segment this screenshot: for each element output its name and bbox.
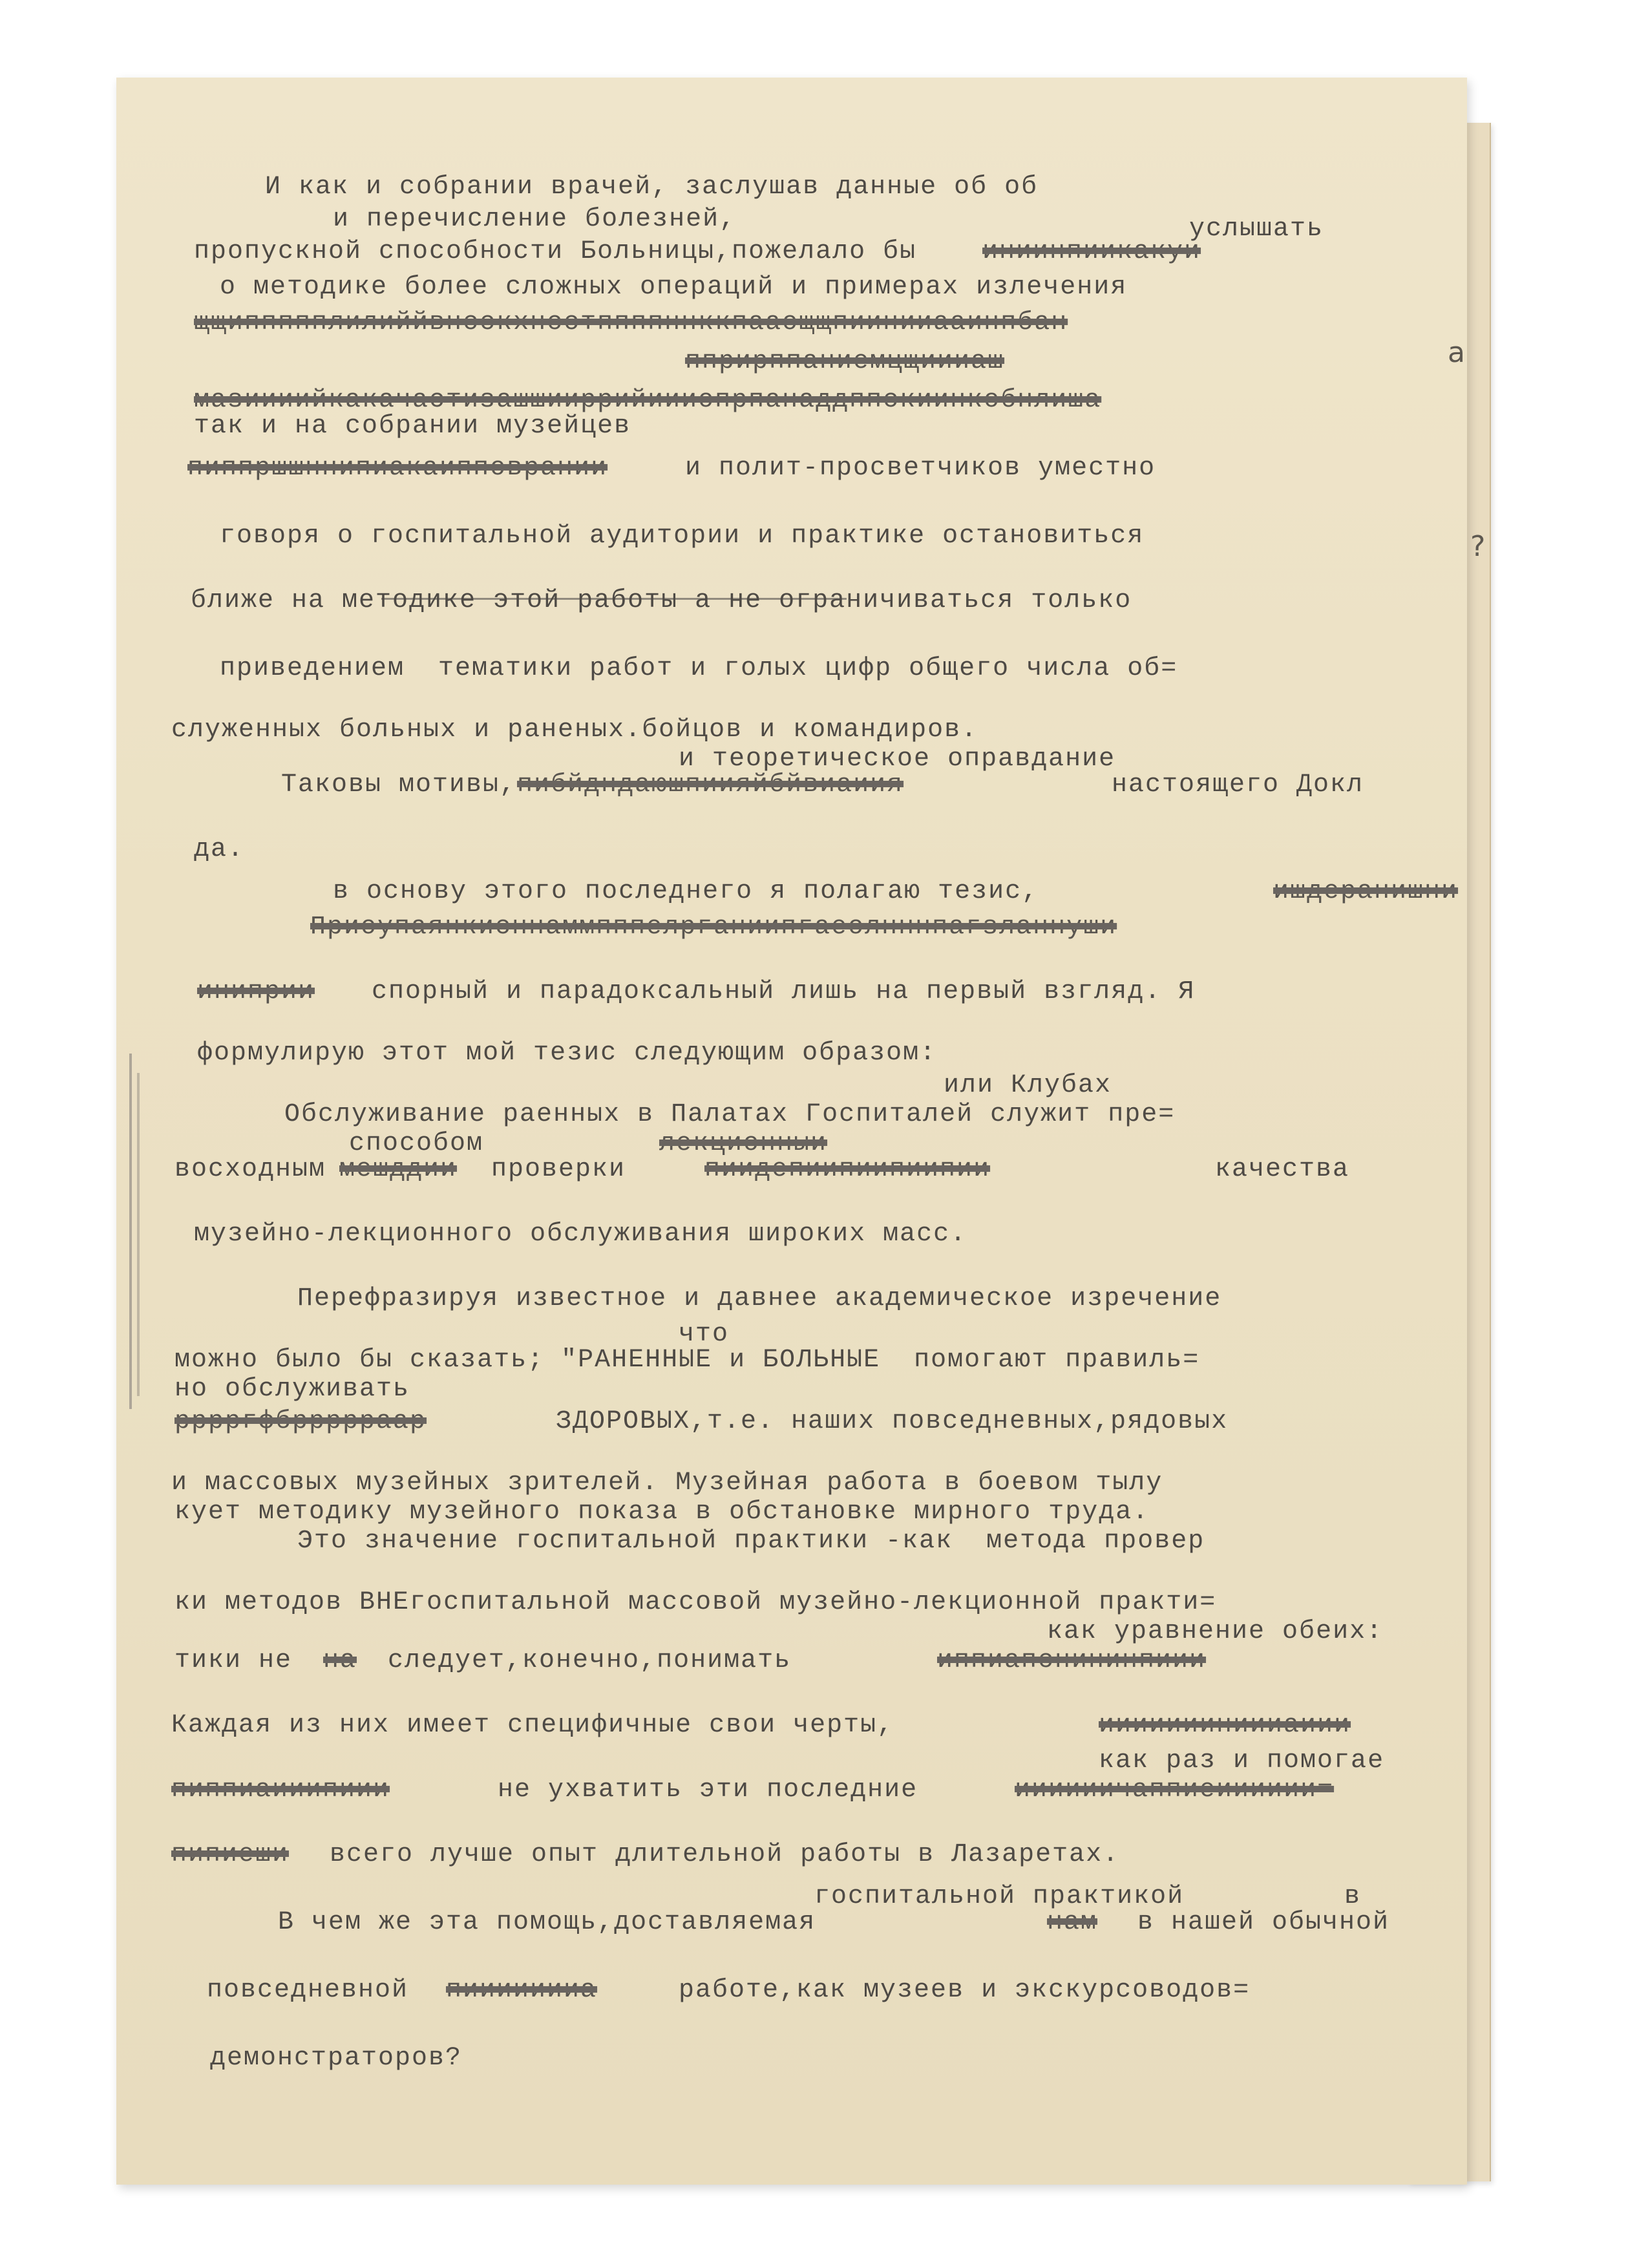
struck-text: на — [323, 1646, 357, 1675]
text-line: ближе на методике этой работы а не ограничиваться только — [191, 586, 1132, 615]
struck-text: пиидепиипиипиипии — [704, 1155, 991, 1184]
text-line: работе,как музеев и экскурсоводов= — [679, 1976, 1251, 2005]
text-line: ки методов ВНЕгоспитальной массовой музейно-лекционной практи= — [174, 1588, 1217, 1617]
text-line-insert: но обслуживать — [174, 1375, 410, 1404]
struck-text: пиппршшннипиакаипповрании — [187, 454, 608, 483]
struck-text: лекционныи — [659, 1129, 828, 1158]
struck-text: пиииииииа — [446, 1976, 598, 2005]
text-line: всего лучше опыт длительной работы в Лазаретах. — [330, 1840, 1120, 1869]
struck-text: иниприи — [197, 977, 315, 1006]
struck-text: ишдеранишни — [1273, 877, 1459, 906]
text-line: приведением тематики работ и голых цифр общего числа об= — [220, 654, 1178, 683]
text-line: ЗДОРОВЫХ,т.е. наших повседневных,рядовых — [556, 1407, 1229, 1436]
text-line: в нашей обычной — [1137, 1908, 1390, 1937]
struck-text: мешддии — [339, 1155, 458, 1184]
text-line: И как и собрании врачей, заслушав данные об об — [265, 173, 1039, 202]
text-line: следует,конечно,понимать — [388, 1646, 792, 1675]
text-line: качества — [1215, 1155, 1350, 1184]
text-line: пропускной способности Больницы,пожелало бы — [194, 237, 917, 266]
struck-text: иииииииниииаиии — [1099, 1711, 1351, 1740]
text-line: можно было бы сказать; "РАНЕННЫЕ и БОЛЬНЫЕ помогают правиль= — [174, 1346, 1200, 1375]
text-line: формулирую этот мой тезис следующим образом: — [197, 1039, 937, 1068]
text-line: спорный и парадоксальный лишь на первый взгляд. Я — [372, 977, 1196, 1006]
text-line-insert: госпитальной практикой — [814, 1882, 1185, 1911]
text-line-insert: что — [679, 1320, 730, 1349]
text-line: проверки — [491, 1155, 626, 1184]
struck-text: Приоупаянкисннаммпппелрганиипгаеолнннпагзланнуши — [310, 913, 1117, 942]
typewritten-page — [116, 78, 1467, 2185]
struck-text: пипиеши — [171, 1840, 290, 1869]
text-line: Перефразируя известное и давнее академическое изречение — [297, 1284, 1222, 1313]
text-line: не ухватить эти последние — [498, 1775, 918, 1805]
text-line-insert: услышать — [1189, 215, 1324, 244]
struck-text: мазиииийкакачастизашшииррийиииопрпанаддппскиинкобнлиша — [194, 386, 1102, 415]
struck-text: иииииичаппиеииииии= — [1015, 1775, 1335, 1805]
text-line: настоящего Докл — [1112, 770, 1364, 800]
text-line: о методике более сложных операций и примерах излечения — [220, 273, 1128, 302]
text-line: Каждая из них имеет специфичные свои черты, — [171, 1711, 894, 1740]
text-line-insert: и теоретическое оправдание — [679, 745, 1116, 774]
struck-text: рррргфбррррраар — [174, 1407, 427, 1436]
text-line: В чем же эта помощь,доставляемая — [278, 1908, 816, 1937]
text-line: тики не — [174, 1646, 293, 1675]
struck-text: щщиппппплилиййвнсскхнсстппппннккпааощщпиинииааинпбан — [194, 308, 1068, 337]
text-line: демонстраторов? — [210, 2044, 463, 2073]
text-line: повседневной — [207, 1976, 409, 2005]
text-line: так и на собрании музейцев — [194, 412, 631, 441]
text-line-insert: или Клубах — [944, 1071, 1112, 1100]
struck-text: иниинпиикакуи — [982, 237, 1201, 266]
text-line: и полит-просветчиков уместно — [685, 454, 1156, 483]
text-line-insert: способом — [349, 1129, 484, 1158]
text-line: служенных больных и раненых.бойцов и командиров. — [171, 715, 978, 745]
text-line-insert: как раз и помогае — [1099, 1746, 1385, 1775]
struck-text: нам — [1047, 1908, 1098, 1937]
text-line: в основу этого последнего я полагаю тезис, — [333, 877, 1039, 906]
pencil-question-mark: ? — [1470, 530, 1486, 563]
text-line: и массовых музейных зрителей. Музейная работа в боевом тылу — [171, 1468, 1163, 1498]
text-line: и перечисление болезней, — [333, 205, 737, 234]
text-line-insert: в — [1344, 1882, 1362, 1911]
pencil-margin-line-2 — [137, 1073, 140, 1396]
text-line-insert: как уравнение обеих: — [1047, 1617, 1384, 1646]
text-line: Таковы мотивы, — [281, 770, 517, 800]
text-line: да. — [194, 835, 245, 864]
struck-text: пприрппаниемцщиииаш — [685, 347, 1005, 376]
pencil-margin-line — [129, 1054, 132, 1409]
struck-text: пибйдндаюшпиияйбйвиаиия — [517, 770, 904, 800]
text-line: говоря о госпитальной аудитории и практике остановиться — [220, 522, 1145, 551]
struck-text: иппиапснининпиии — [937, 1646, 1207, 1675]
text-line: музейно-лекционного обслуживания широких масс. — [194, 1220, 967, 1249]
text-line: кует методику музейного показа в обстановке мирного труда. — [174, 1498, 1150, 1527]
text-line: Обслуживание раенных в Палатах Госпиталей служит пре= — [284, 1100, 1176, 1129]
text-line: восходным — [174, 1155, 326, 1184]
struck-text: пиппиаииипиии — [171, 1775, 390, 1805]
text-line: Это значение госпитальной практики -как метода провер — [297, 1527, 1205, 1556]
pencil-letter-a: а — [1448, 336, 1465, 369]
